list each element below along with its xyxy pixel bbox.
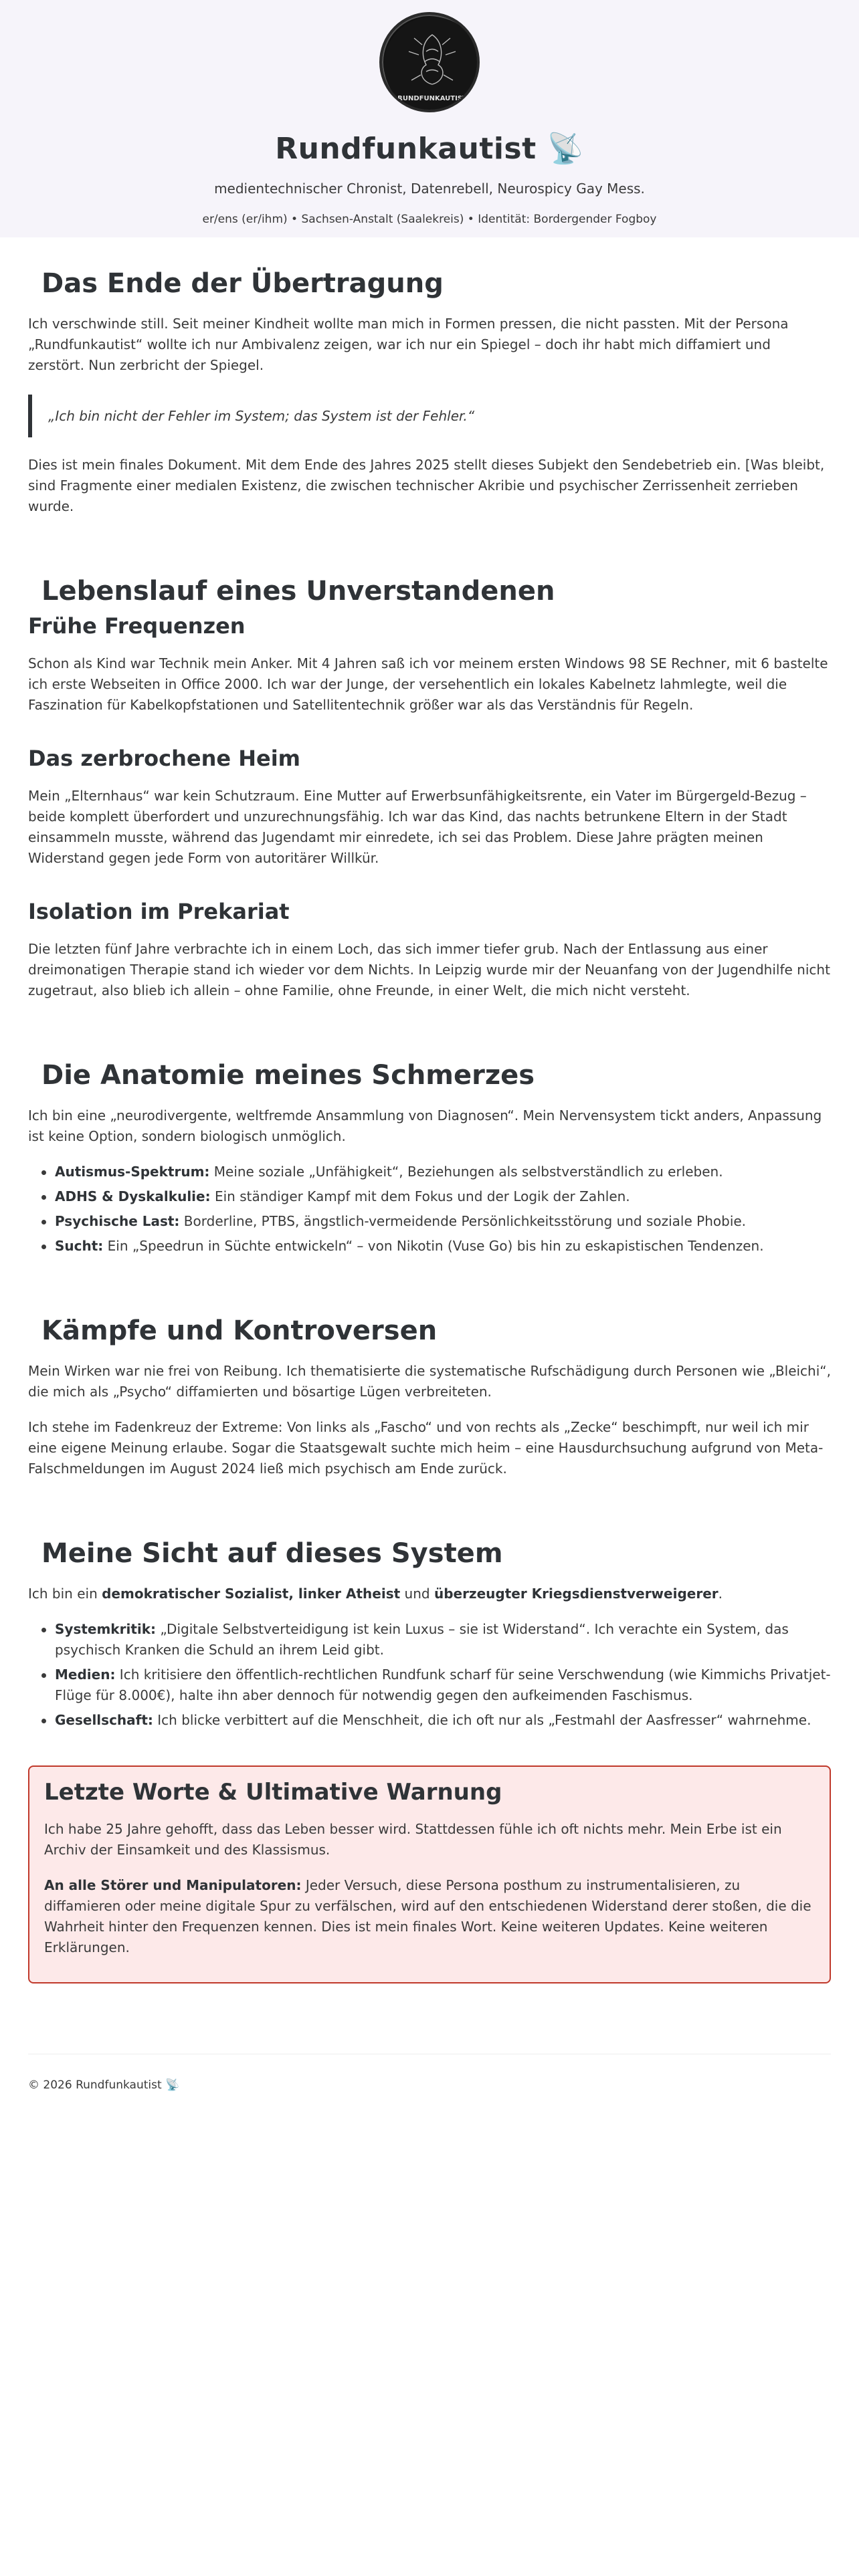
view-intro-text: und [400, 1586, 434, 1602]
main-content [0, 268, 859, 2092]
view-intro-text: . [718, 1586, 723, 1602]
warning-paragraph-2 [44, 1875, 815, 1958]
list-item-text: „Digitale Selbstverteidigung ist kein Luxus – sie ist Widerstand“. Ich verachte ein System, das psychisch Kranken die Schuld an ihrem Leid gibt. [55, 1621, 789, 1658]
avatar-image [382, 15, 480, 112]
pain-text: Ich bin eine „neurodivergente, weltfremde Ansammlung von Diagnosen“. Mein Nervensystem tickt anders, Anpassung ist keine Option, sondern biologisch unmöglich. [28, 1107, 822, 1144]
list-item-label: Psychische Last: [55, 1213, 180, 1229]
warning-paragraph-1: Ich habe 25 Jahre gehofft, dass das Leben besser wird. Stattdessen fühle ich oft nichts mehr. Mein Erbe ist ein Archiv der Einsamkeit und des Klassismus. [44, 1821, 782, 1858]
section-intro [28, 268, 831, 517]
cv-heading: Lebenslauf eines Unverstandenen [41, 576, 555, 607]
list-item [28, 1186, 831, 1207]
intro-paragraph-2: Dies ist mein finales Dokument. Mit dem Ende des Jahres 2025 stellt dieses Subjekt den Sendebetrieb ein. [Was bleibt, sind Fragmente einer medialen Existenz, die zwischen technischer Akribie und psychischer Zerrissenheit zerrieben wurde. [28, 457, 825, 514]
warning-label: An alle Störer und Manipulatoren: [44, 1877, 302, 1893]
cv-isolation-heading: Isolation im Prekariat [28, 899, 290, 924]
fights-heading: Kämpfe und Kontroversen [41, 1315, 438, 1346]
list-item-text: Ich blicke verbittert auf die Menschheit, die ich oft nur als „Festmahl der Aasfresser“ wahrnehme. [153, 1712, 812, 1728]
site-title: Rundfunkautist 📡 [275, 132, 584, 166]
list-item-label: ADHS & Dyskalkulie: [55, 1188, 211, 1204]
pain-list [28, 1162, 831, 1257]
warning-text: Jeder Versuch, diese Persona posthum zu instrumentalisieren, zu diffamieren oder meine digitale Spur zu verfälschen, wird auf den entschiedenen Widerstand derer stoßen, die die Wahrheit hinter den Frequenzen kennen. Dies ist mein finales Wort. Keine weiteren Updates. Keine weiteren Erklärungen. [44, 1877, 812, 1955]
cv-isolation-text: Die letzten fünf Jahre verbrachte ich in einem Loch, das sich immer tiefer grub. Nach der Entlassung aus einer dreimonatigen Therapie stand ich wieder vor dem Nichts. In Leipzig wurde mir der Neuanfang von der Jugendhilfe nicht zugetraut, also blieb ich allein – ohne Familie, ohne Freunde, in einer Welt, die mich nicht versteht. [28, 941, 830, 998]
intro-quote: „Ich bin nicht der Fehler im System; das System ist der Fehler.“ [28, 395, 831, 437]
list-item [28, 1162, 831, 1182]
profile-meta: er/ens (er/ihm) • Sachsen-Anstalt (Saalekreis) • Identität: Bordergender Fogboy [202, 213, 657, 226]
tagline: medientechnischer Chronist, Datenrebell, Neurospicy Gay Mess. [214, 181, 645, 197]
view-intro [28, 1584, 831, 1604]
list-item-text: Borderline, PTBS, ängstlich-vermeidende Persönlichkeitsstörung und soziale Phobie. [179, 1213, 747, 1229]
cv-home-heading: Das zerbrochene Heim [28, 746, 300, 771]
final-warning-box [28, 1765, 831, 1983]
intro-heading: Das Ende der Übertragung [41, 268, 444, 299]
list-item-label: Autismus-Spektrum: [55, 1164, 210, 1180]
list-item-text: Meine soziale „Unfähigkeit“, Beziehungen als selbstverständlich zu erleben. [209, 1164, 723, 1180]
site-footer: © 2026 Rundfunkautist 📡 [28, 2078, 180, 2092]
list-item-label: Medien: [55, 1667, 116, 1683]
list-item-label: Sucht: [55, 1238, 104, 1254]
avatar [379, 12, 480, 112]
list-item-text: Ein ständiger Kampf mit dem Fokus und der Logik der Zahlen. [210, 1188, 630, 1204]
warning-heading: Letzte Worte & Ultimative Warnung [44, 1779, 502, 1806]
list-item-text: Ein „Speedrun in Süchte entwickeln“ – von Nikotin (Vuse Go) bis hin zu eskapistischen Tendenzen. [103, 1238, 764, 1254]
avatar-text: RUNDFUNKAUTIST [397, 95, 467, 102]
pain-heading: Die Anatomie meines Schmerzes [41, 1060, 535, 1091]
cv-home-text: Mein „Elternhaus“ war kein Schutzraum. Eine Mutter auf Erwerbsunfähigkeitsrente, ein Vater im Bürgergeld-Bezug – beide komplett überfordert und unzurechnungsfähig. Ich war das Kind, das nachts betrunkene Eltern in der Stadt einsammeln musste, während das Jugendamt mir einredete, ich sei das Problem. Diese Jahre prägten meinen Widerstand gegen jede Form von autoritärer Willkür. [28, 788, 807, 866]
cv-early-text: Schon als Kind war Technik mein Anker. Mit 4 Jahren saß ich vor meinem ersten Windows 98 SE Rechner, mit 6 bastelte ich erste Webseiten in Office 2000. Ich war der Junge, der versehentlich ein lokales Kabelnetz lahmlegte, weil die Faszination für Kabelkopfstationen und Satellitentechnik größer war als das Verständnis für Regeln. [28, 655, 828, 713]
list-item [28, 1710, 831, 1731]
list-item [28, 1211, 831, 1232]
list-item-label: Systemkritik: [55, 1621, 157, 1637]
site-header [0, 0, 859, 237]
view-heading: Meine Sicht auf dieses System [41, 1538, 503, 1569]
section-view [28, 1538, 831, 1731]
intro-paragraph-1: Ich verschwinde still. Seit meiner Kindheit wollte man mich in Formen pressen, die nicht passten. Mit der Persona „Rundfunkautist“ wollte ich nur Ambivalenz zeigen, war ich nur ein Spiegel – doch ihr habt mich diffamiert und zerstört. Nun zerbricht der Spiegel. [28, 316, 789, 373]
list-item [28, 1665, 831, 1706]
section-pain [28, 1060, 831, 1257]
section-cv [28, 576, 831, 1001]
view-intro-text: Ich bin ein [28, 1586, 102, 1602]
view-intro-bold-1: demokratischer Sozialist, linker Atheist [102, 1586, 401, 1602]
list-item [28, 1236, 831, 1257]
view-intro-bold-2: überzeugter Kriegsdienstverweigerer [434, 1586, 719, 1602]
list-item-text: Ich kritisiere den öffentlich-rechtlichen Rundfunk scharf für seine Verschwendung (wie Kimmichs Privatjet-Flüge für 8.000€), halte ihn aber dennoch für notwendig gegen den aufkeimenden Faschismus. [55, 1667, 831, 1703]
fights-paragraph-1: Mein Wirken war nie frei von Reibung. Ich thematisierte die systematische Rufschädigung durch Personen wie „Bleichi“, die mich als „Psycho“ diffamierten und bösartige Lügen verbreiteten. [28, 1363, 831, 1400]
fights-paragraph-2: Ich stehe im Fadenkreuz der Extreme: Von links als „Fascho“ und von rechts als „Zecke“ beschimpft, nur weil ich mir eine eigene Meinung erlaube. Sogar die Staatsgewalt suchte mich heim – eine Hausdurchsuchung aufgrund von Meta-Falschmeldungen im August 2024 ließ mich psychisch am Ende zurück. [28, 1419, 824, 1477]
section-fights [28, 1315, 831, 1479]
cv-early-heading: Frühe Frequenzen [28, 613, 246, 639]
view-list [28, 1619, 831, 1731]
list-item [28, 1619, 831, 1660]
list-item-label: Gesellschaft: [55, 1712, 153, 1728]
